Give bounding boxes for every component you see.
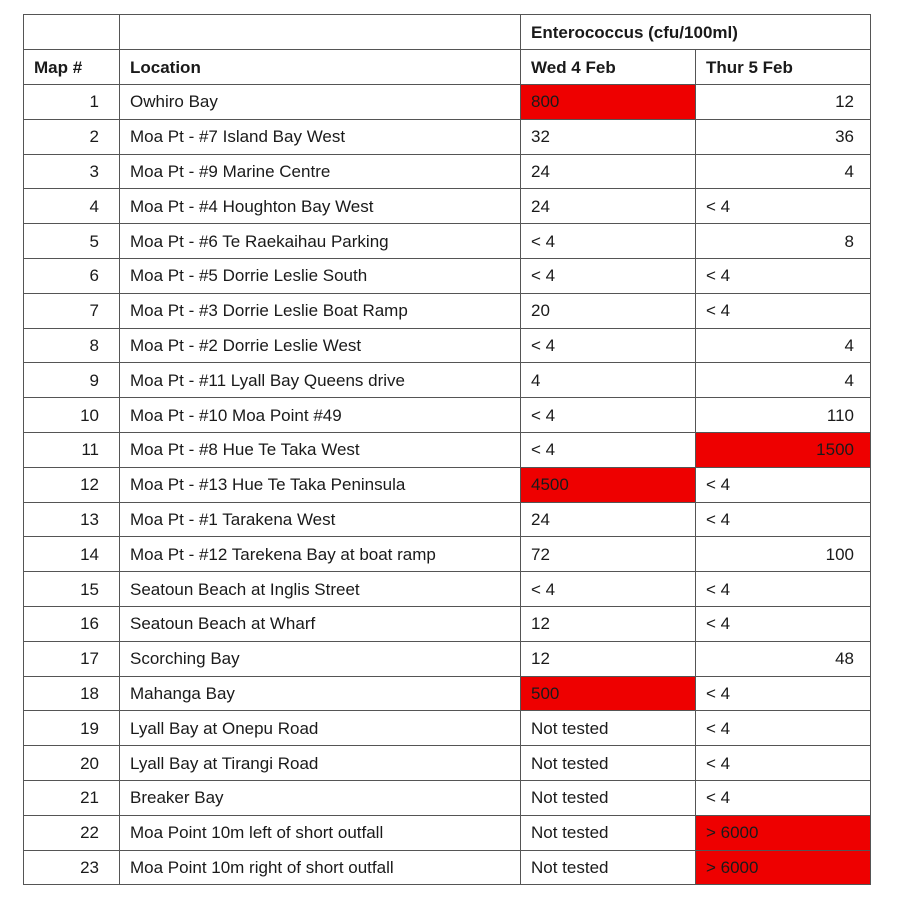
wed-4-feb-value-cell: < 4 — [521, 432, 696, 467]
table-row — [24, 258, 871, 293]
map-number-cell: 10 — [24, 398, 120, 433]
thur-5-feb-value-cell: 36 — [696, 119, 871, 154]
thur-5-feb-value-cell: < 4 — [696, 189, 871, 224]
thur-5-feb-value-cell: 4 — [696, 154, 871, 189]
map-number-cell: 15 — [24, 572, 120, 607]
location-cell: Moa Pt - #10 Moa Point #49 — [120, 398, 521, 433]
location-cell: Lyall Bay at Tirangi Road — [120, 746, 521, 781]
location-cell: Seatoun Beach at Inglis Street — [120, 572, 521, 607]
table-row — [24, 398, 871, 433]
thur-5-feb-value-cell: < 4 — [696, 502, 871, 537]
location-cell: Moa Pt - #6 Te Raekaihau Parking — [120, 224, 521, 259]
wed-4-feb-value-cell: Not tested — [521, 850, 696, 885]
empty-header-cell — [24, 15, 120, 50]
table-row — [24, 606, 871, 641]
location-cell: Moa Pt - #4 Houghton Bay West — [120, 189, 521, 224]
map-number-cell: 3 — [24, 154, 120, 189]
location-cell: Moa Pt - #7 Island Bay West — [120, 119, 521, 154]
group-header-row — [24, 15, 871, 50]
thur-5-feb-value-cell: < 4 — [696, 572, 871, 607]
thur-5-feb-value-cell: 12 — [696, 85, 871, 120]
wed-4-feb-value-cell: 500 — [521, 676, 696, 711]
wed-4-feb-value-cell: Not tested — [521, 815, 696, 850]
wed-4-feb-value-cell: 32 — [521, 119, 696, 154]
table-body — [24, 85, 871, 885]
thur-5-feb-value-cell: > 6000 — [696, 850, 871, 885]
wed-4-feb-value-cell: 20 — [521, 293, 696, 328]
map-number-cell: 17 — [24, 641, 120, 676]
thur-5-feb-value-cell: < 4 — [696, 606, 871, 641]
location-cell: Moa Pt - #8 Hue Te Taka West — [120, 432, 521, 467]
location-cell: Seatoun Beach at Wharf — [120, 606, 521, 641]
thur-5-feb-value-cell: < 4 — [696, 467, 871, 502]
column-header-thu: Thur 5 Feb — [696, 50, 871, 85]
table-row — [24, 537, 871, 572]
wed-4-feb-value-cell: 72 — [521, 537, 696, 572]
wed-4-feb-value-cell: 24 — [521, 502, 696, 537]
wed-4-feb-value-cell: 800 — [521, 85, 696, 120]
thur-5-feb-value-cell: 1500 — [696, 432, 871, 467]
table-row — [24, 328, 871, 363]
thur-5-feb-value-cell: 110 — [696, 398, 871, 433]
wed-4-feb-value-cell: Not tested — [521, 780, 696, 815]
table-row — [24, 711, 871, 746]
location-cell: Moa Point 10m left of short outfall — [120, 815, 521, 850]
location-cell: Moa Pt - #11 Lyall Bay Queens drive — [120, 363, 521, 398]
map-number-cell: 2 — [24, 119, 120, 154]
table-row — [24, 154, 871, 189]
wed-4-feb-value-cell: < 4 — [521, 224, 696, 259]
table-row — [24, 85, 871, 120]
map-number-cell: 6 — [24, 258, 120, 293]
enterococcus-results-table — [23, 14, 871, 885]
map-number-cell: 1 — [24, 85, 120, 120]
group-header-enterococcus: Enterococcus (cfu/100ml) — [521, 15, 871, 50]
table-row — [24, 432, 871, 467]
map-number-cell: 8 — [24, 328, 120, 363]
thur-5-feb-value-cell: 100 — [696, 537, 871, 572]
map-number-cell: 22 — [24, 815, 120, 850]
table-row — [24, 572, 871, 607]
table-row — [24, 363, 871, 398]
map-number-cell: 11 — [24, 432, 120, 467]
column-header-row — [24, 50, 871, 85]
wed-4-feb-value-cell: 24 — [521, 154, 696, 189]
table-row — [24, 224, 871, 259]
thur-5-feb-value-cell: 4 — [696, 328, 871, 363]
thur-5-feb-value-cell: 4 — [696, 363, 871, 398]
thur-5-feb-value-cell: < 4 — [696, 746, 871, 781]
location-cell: Moa Point 10m right of short outfall — [120, 850, 521, 885]
table-row — [24, 815, 871, 850]
location-cell: Moa Pt - #2 Dorrie Leslie West — [120, 328, 521, 363]
map-number-cell: 13 — [24, 502, 120, 537]
table-row — [24, 293, 871, 328]
table-row — [24, 502, 871, 537]
wed-4-feb-value-cell: 12 — [521, 641, 696, 676]
wed-4-feb-value-cell: 4 — [521, 363, 696, 398]
table-row — [24, 676, 871, 711]
table-row — [24, 467, 871, 502]
wed-4-feb-value-cell: < 4 — [521, 572, 696, 607]
map-number-cell: 7 — [24, 293, 120, 328]
column-header-map: Map # — [24, 50, 120, 85]
empty-header-cell — [120, 15, 521, 50]
location-cell: Moa Pt - #12 Tarekena Bay at boat ramp — [120, 537, 521, 572]
location-cell: Moa Pt - #3 Dorrie Leslie Boat Ramp — [120, 293, 521, 328]
thur-5-feb-value-cell: 48 — [696, 641, 871, 676]
location-cell: Moa Pt - #9 Marine Centre — [120, 154, 521, 189]
map-number-cell: 20 — [24, 746, 120, 781]
wed-4-feb-value-cell: < 4 — [521, 398, 696, 433]
map-number-cell: 21 — [24, 780, 120, 815]
table-row — [24, 746, 871, 781]
wed-4-feb-value-cell: 4500 — [521, 467, 696, 502]
map-number-cell: 14 — [24, 537, 120, 572]
map-number-cell: 12 — [24, 467, 120, 502]
thur-5-feb-value-cell: < 4 — [696, 711, 871, 746]
thur-5-feb-value-cell: < 4 — [696, 780, 871, 815]
location-cell: Lyall Bay at Onepu Road — [120, 711, 521, 746]
map-number-cell: 9 — [24, 363, 120, 398]
thur-5-feb-value-cell: > 6000 — [696, 815, 871, 850]
wed-4-feb-value-cell: 12 — [521, 606, 696, 641]
thur-5-feb-value-cell: < 4 — [696, 293, 871, 328]
location-cell: Owhiro Bay — [120, 85, 521, 120]
table-row — [24, 189, 871, 224]
wed-4-feb-value-cell: < 4 — [521, 258, 696, 293]
wed-4-feb-value-cell: Not tested — [521, 711, 696, 746]
table-row — [24, 641, 871, 676]
column-header-location: Location — [120, 50, 521, 85]
map-number-cell: 5 — [24, 224, 120, 259]
location-cell: Moa Pt - #1 Tarakena West — [120, 502, 521, 537]
location-cell: Scorching Bay — [120, 641, 521, 676]
location-cell: Moa Pt - #5 Dorrie Leslie South — [120, 258, 521, 293]
location-cell: Mahanga Bay — [120, 676, 521, 711]
wed-4-feb-value-cell: < 4 — [521, 328, 696, 363]
location-cell: Breaker Bay — [120, 780, 521, 815]
map-number-cell: 18 — [24, 676, 120, 711]
thur-5-feb-value-cell: < 4 — [696, 258, 871, 293]
map-number-cell: 4 — [24, 189, 120, 224]
map-number-cell: 19 — [24, 711, 120, 746]
table-row — [24, 780, 871, 815]
table-row — [24, 119, 871, 154]
map-number-cell: 23 — [24, 850, 120, 885]
map-number-cell: 16 — [24, 606, 120, 641]
wed-4-feb-value-cell: Not tested — [521, 746, 696, 781]
wed-4-feb-value-cell: 24 — [521, 189, 696, 224]
thur-5-feb-value-cell: 8 — [696, 224, 871, 259]
column-header-wed: Wed 4 Feb — [521, 50, 696, 85]
location-cell: Moa Pt - #13 Hue Te Taka Peninsula — [120, 467, 521, 502]
table-row — [24, 850, 871, 885]
thur-5-feb-value-cell: < 4 — [696, 676, 871, 711]
